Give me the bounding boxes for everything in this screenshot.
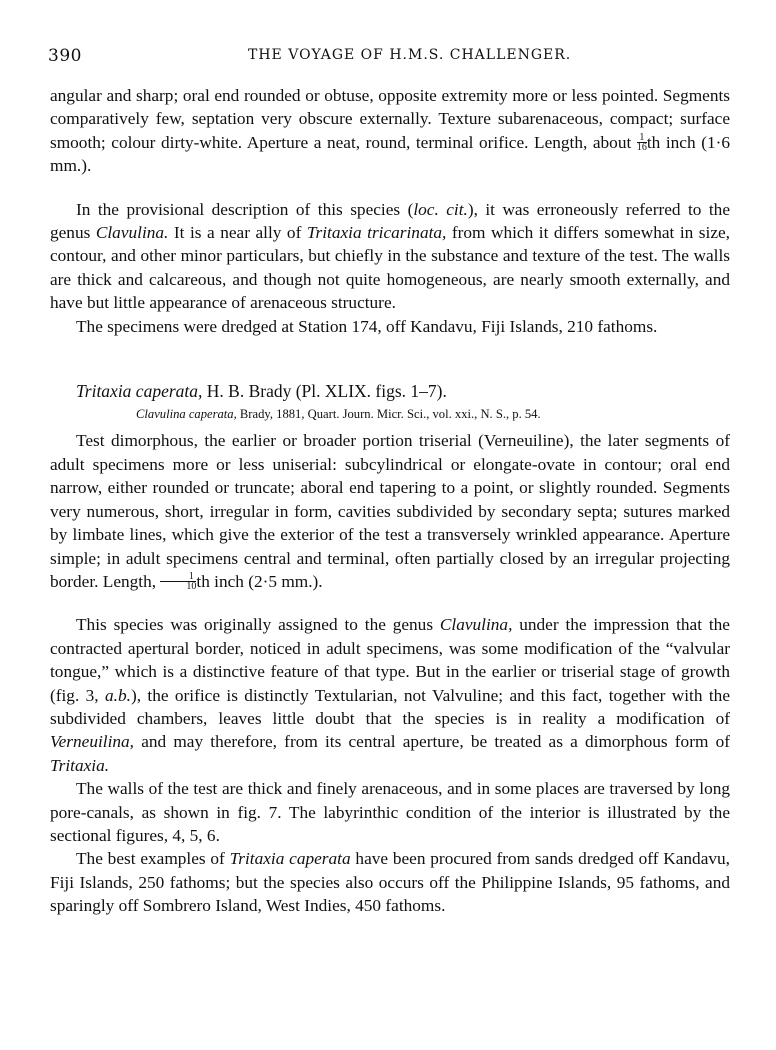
- page-number: 390: [48, 46, 82, 66]
- paragraph-remarks: In the provisional description of this species (loc. cit.), it was erroneously referred to the genus Clavulina. It is a near ally of Tritaxia tricarinata, from which it differs somewhat in size, contour, and other minor particulars, but chiefly in the substance and texture of the test. The walls are thick and calcareous, and though not quite homogeneous, are nearly smooth externally, and have but little appearance of arenaceous structure.: [50, 199, 730, 313]
- paragraph-walls: The walls of the test are thick and finely arenaceous, and in some places are traversed by long pore-canals, as shown in fig. 7. The labyrinthic condition of the interior is illustrated by the sectional figures, 4, 5, 6.: [50, 779, 730, 845]
- synonym-reference: Clavulina caperata, Brady, 1881, Quart. Journ. Micr. Sci., vol. xxi., N. S., p. 54.: [136, 407, 541, 422]
- fraction-one-tenth: $\frac{1}{10}$: [160, 572, 196, 591]
- species-heading: Tritaxia caperata, H. B. Brady (Pl. XLIX. figs. 1–7).: [76, 381, 447, 402]
- paragraph-diagnosis: Test dimorphous, the earlier or broader portion triserial (Verneuiline), the later segments of adult specimens more or less uniserial: subcylindrical or elongate-ovate in contour; oral end narrow, either rounded or truncate; aboral end tapering to a point, or slightly rounded. Segments very numerous, short, irregular in form, cavities subdivided by secondary septa; sutures marked by limbate lines, which give the exterior of the test a transversely wrinkled appearance. Aperture simple; in adult specimens central and terminal, often partially closed by an irregular projecting border. Length, $\frac{1}{10}$ th inch (2·5 mm.).: [50, 431, 730, 592]
- paragraph-distribution: The best examples of Tritaxia caperata have been procured from sands dredged off Kandavu, Fiji Islands, 250 fathoms; but the species also occurs off the Philippine Islands, 95 fathoms, and sparingly off Sombrero Island, West Indies, 450 fathoms.: [50, 849, 730, 916]
- paragraph-locality: The specimens were dredged at Station 174, off Kandavu, Fiji Islands, 210 fathoms.: [76, 316, 658, 336]
- paragraph-description-end: angular and sharp; oral end rounded or obtuse, opposite extremity more or less pointed. Segments comparatively few, septation very obscure externally. Texture subarenaceous, compact; surface smooth; colour dirty-white. Aperture a neat, round, terminal orifice. Length, about $\frac{1}{16}$ th inch (1·6 mm.).: [50, 86, 730, 176]
- body-text: [50, 84, 730, 918]
- fraction-one-sixteenth: $\frac{1}{16}$: [636, 131, 647, 153]
- running-title: THE VOYAGE OF H.M.S. CHALLENGER.: [248, 47, 572, 63]
- page-header: [48, 46, 728, 68]
- paragraph-classification: This species was originally assigned to the genus Clavulina, under the impression that the contracted apertural border, noticed in adult specimens, was some modification of the “valvular tongue,” which is a distinctive feature of that type. But in the earlier or triserial stage of growth (fig. 3, a.b.), the orifice is distinctly Textularian, not Valvuline; and this fact, together with the subdivided chambers, leaves little doubt that the species is in reality a modification of Verneuilina, and may therefore, from its central aperture, be treated as a dimorphous form of Tritaxia.: [50, 615, 730, 775]
